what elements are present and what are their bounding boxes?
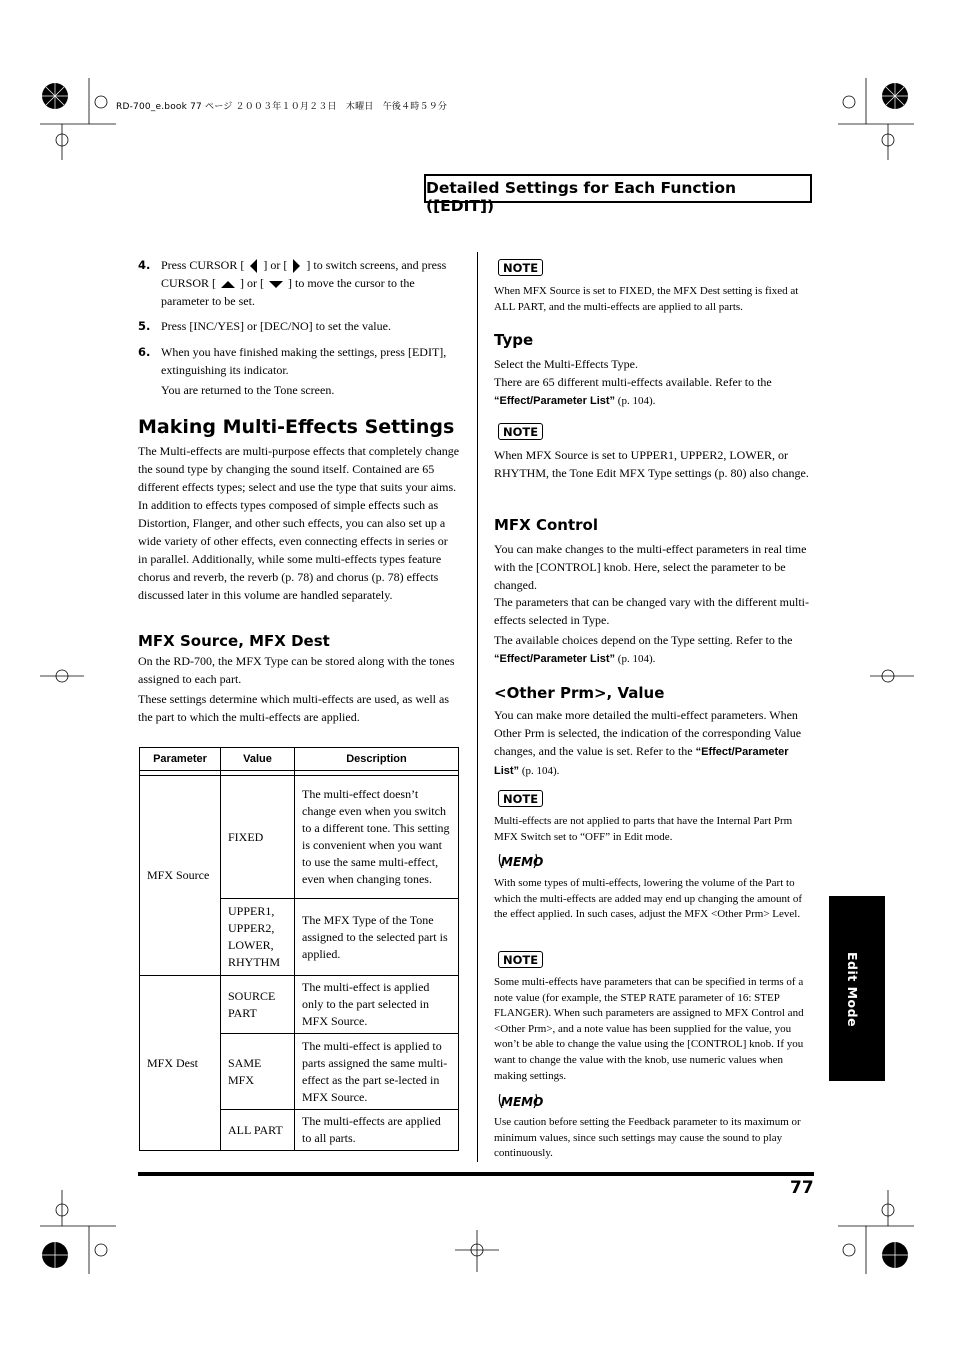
header-box bbox=[424, 174, 812, 215]
type-line-2: There are 65 different multi-effects available. Refer to the bbox=[494, 375, 772, 389]
memo-text: With some types of multi-effects, lowering the volume of the Part to which the multi-effects are added may end up changing the amount of the effect applied. In such cases, adjust the MFX <Other Prm> Level. bbox=[494, 877, 802, 921]
subsection-title-type: Type bbox=[494, 331, 534, 349]
table-header: Value bbox=[221, 748, 295, 771]
page-header-title: Detailed Settings for Each Function ([EDIT]) bbox=[426, 179, 737, 215]
table-cell-parameter: MFX Source bbox=[140, 776, 221, 976]
step-result: You are returned to the Tone screen. bbox=[161, 383, 335, 397]
mfx-source-dest-p1: On the RD-700, the MFX Type can be stored along with the tones assigned to each part. bbox=[138, 654, 455, 686]
step-5 bbox=[138, 317, 460, 335]
table-cell-value: FIXED bbox=[221, 776, 295, 899]
note-text: When MFX Source is set to FIXED, the MFX Dest setting is fixed at ALL PART, and the multi-effects are applied to all parts. bbox=[494, 285, 799, 313]
note-badge: NOTE bbox=[498, 259, 543, 276]
table-cell-value: UPPER1, UPPER2, LOWER, RHYTHM bbox=[221, 899, 295, 976]
step-number: 4. bbox=[138, 258, 151, 272]
type-line-1: Select the Multi-Effects Type. bbox=[494, 357, 639, 371]
note-badge: NOTE bbox=[498, 423, 543, 440]
note-badge: NOTE bbox=[498, 951, 543, 968]
table-cell-description: The multi-effects are applied to all parts. bbox=[295, 1110, 459, 1151]
table-row bbox=[140, 976, 459, 1034]
note-badge: NOTE bbox=[498, 790, 543, 807]
table-cell-value: ALL PART bbox=[221, 1110, 295, 1151]
reference-link: “Effect/Parameter List” bbox=[494, 746, 789, 777]
mfx-control-p2: The parameters that can be changed vary with the different multi-effects selected in Type. bbox=[494, 595, 809, 627]
mfx-source-dest-p2: These settings determine which multi-effects are used, as well as the part to which the multi-effects are applied. bbox=[138, 692, 450, 724]
reference-link: “Effect/Parameter List” bbox=[494, 653, 616, 665]
page-number: 77 bbox=[790, 1178, 814, 1198]
table-header: Parameter bbox=[140, 748, 221, 771]
table-row bbox=[140, 776, 459, 899]
type-reference: “Effect/Parameter List” (p. 104). bbox=[494, 395, 656, 407]
step-number: 5. bbox=[138, 319, 151, 333]
memo-badge: MEMO bbox=[498, 1095, 543, 1109]
bottom-rule bbox=[138, 1172, 814, 1176]
parameter-table bbox=[139, 747, 459, 1151]
table-cell-description: The MFX Type of the Tone assigned to the selected part is applied. bbox=[295, 899, 459, 976]
mfx-control-p3: The available choices depend on the Type setting. Refer to the “Effect/Parameter List” (p. 104). bbox=[494, 633, 793, 665]
step-text: Press [INC/YES] or [DEC/NO] to set the value. bbox=[161, 319, 391, 333]
mfx-control-p1: You can make changes to the multi-effect parameters in real time with the [CONTROL] knob. Here, select the parameter to be changed. bbox=[494, 542, 807, 592]
step-text: Press CURSOR [ ] or [ ] to switch screens, and press CURSOR [ ] or [ ] to move the cursor to the parameter to be set. bbox=[161, 258, 447, 308]
table-cell-value: SOURCE PART bbox=[221, 976, 295, 1034]
step-6 bbox=[138, 343, 460, 403]
note-text: When MFX Source is set to UPPER1, UPPER2, LOWER, or RHYTHM, the Tone Edit MFX Type settings (p. 80) also change. bbox=[494, 448, 809, 480]
other-prm-p1: You can make more detailed the multi-effect parameters. When Other Prm is selected, the indication of the corresponding Value changes, and the value is set. Refer to the “Effect/Parameter List” (p. 104). bbox=[494, 708, 802, 777]
section-title: Making Multi-Effects Settings bbox=[138, 416, 455, 438]
table-cell-description: The multi-effect is applied to parts assigned the same multi-effect as the part se-lected in MFX Source. bbox=[295, 1034, 459, 1110]
subsection-title-other-prm: <Other Prm>, Value bbox=[494, 684, 665, 702]
note-text: Multi-effects are not applied to parts that have the Internal Part Prm MFX Switch set to “OFF” in Edit mode. bbox=[494, 815, 793, 843]
subsection-title-mfx-source-dest: MFX Source, MFX Dest bbox=[138, 632, 330, 650]
cursor-up-icon bbox=[221, 280, 235, 289]
table-cell-description: The multi-effect doesn’t change even when you switch to a different tone. This setting is convenient when you want to use the same multi-effect, even when changing tones. bbox=[295, 776, 459, 899]
step-4 bbox=[138, 256, 460, 312]
side-tab-edit-mode bbox=[829, 896, 885, 1081]
column-divider bbox=[477, 252, 478, 1162]
table-cell-description: The multi-effect is applied only to the part selected in MFX Source. bbox=[295, 976, 459, 1034]
memo-text: Use caution before setting the Feedback parameter to its maximum or minimum values, since such settings may cause the sound to play continuously. bbox=[494, 1116, 801, 1160]
note-text: Some multi-effects have parameters that can be specified in terms of a note value (for example, the STEP RATE parameter of 16: STEP FLANGER). When such parameters are assigned to MFX Control and <Other Prm>, and a note value has been supplied for the value, you won’t be able to change the value using the [CONTROL] knob. If you want to change the value with the knob, use numeric values when making settings. bbox=[494, 976, 804, 1082]
section-intro: The Multi-effects are multi-purpose effects that completely change the sound type by changing the sound itself. Contained are 65 different effects types; select and use the type that suits your aims. In addition to effects types composed of simple effects such as Distortion, Flanger, and other such effects, you can also set up a wide variety of other effects, even connecting effects in series or in parallel. Additionally, while some multi-effects types feature chorus and reverb, the reverb (p. 78) and chorus (p. 78) effects discussed later in this volume are handled separately. bbox=[138, 444, 460, 602]
step-text: When you have finished making the settings, press [EDIT], extinguishing its indicator. bbox=[161, 345, 447, 377]
reference-link: “Effect/Parameter List” bbox=[494, 395, 616, 407]
subsection-title-mfx-control: MFX Control bbox=[494, 516, 598, 534]
print-info: RD-700_e.book 77 ページ ２００３年１０月２３日 木曜日 午後４時５９分 bbox=[116, 102, 448, 112]
cursor-right-icon bbox=[292, 259, 301, 273]
table-header-row bbox=[140, 748, 459, 771]
cursor-down-icon bbox=[269, 280, 283, 289]
table-header: Description bbox=[295, 748, 459, 771]
cursor-left-icon bbox=[249, 259, 258, 273]
memo-badge: MEMO bbox=[498, 855, 543, 869]
table-cell-parameter: MFX Dest bbox=[140, 976, 221, 1151]
table-cell-value: SAME MFX bbox=[221, 1034, 295, 1110]
step-number: 6. bbox=[138, 345, 151, 359]
side-tab-label: Edit Mode bbox=[845, 952, 860, 1028]
